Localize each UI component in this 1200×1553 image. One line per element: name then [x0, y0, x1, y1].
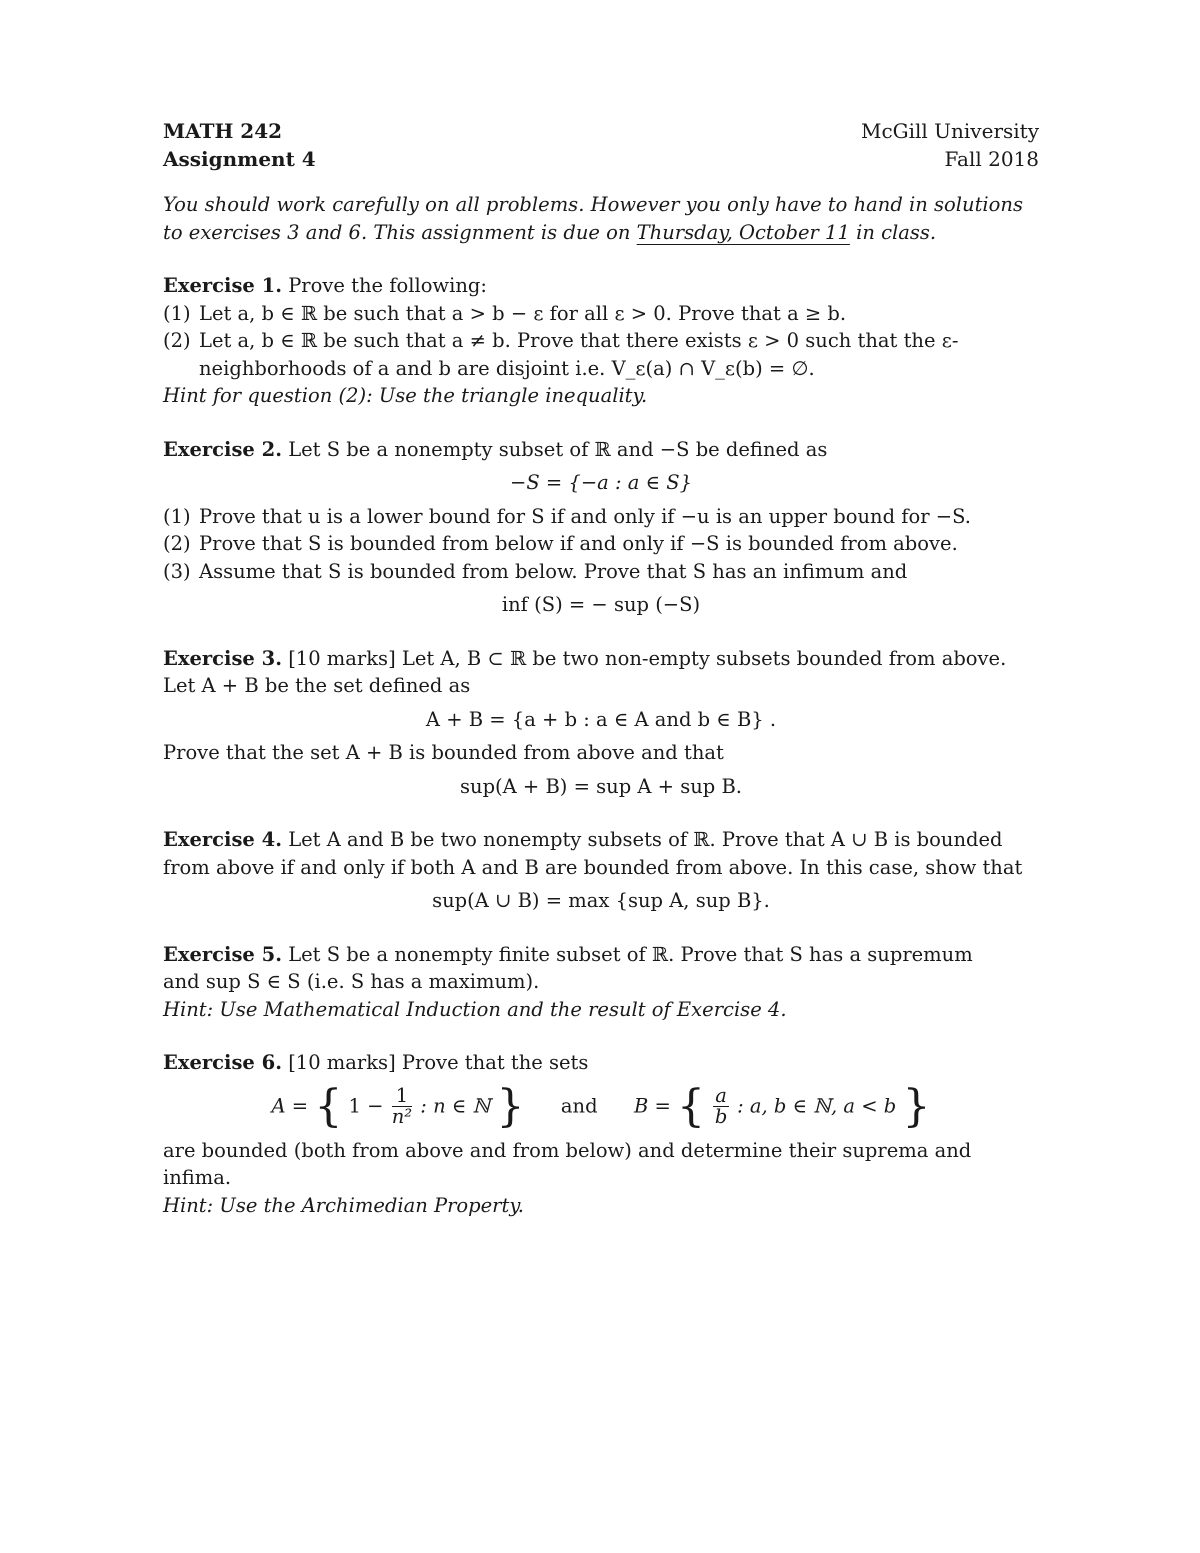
header-row-2	[163, 146, 1039, 174]
exercise-3-lead: Exercise 3. [10 marks] Let A, B ⊂ ℝ be two non-empty subsets bounded from above.	[163, 646, 1007, 670]
exercise-3-title: Exercise 3.	[163, 646, 282, 670]
exercise-3-line-3: Prove that the set A + B is bounded from above and that	[163, 741, 724, 764]
exercise-2	[163, 436, 1039, 619]
fraction-a-over-b: $\frac{a}{b}$	[714, 1084, 728, 1128]
exercise-2-item-1: (1) Prove that u is a lower bound for S if and only if −u is an upper bound for −S.	[163, 504, 971, 528]
exercise-5-title: Exercise 5.	[163, 942, 282, 966]
exercise-1-item-1: (1) Let a, b ∈ ℝ be such that a > b − ε for all ε > 0. Prove that a ≥ b.	[163, 301, 847, 325]
exercise-6-title: Exercise 6.	[163, 1051, 282, 1074]
exercise-4	[163, 826, 1039, 915]
set-a-condition: : n ∈ ℕ	[420, 1094, 491, 1117]
header-row-1	[163, 118, 1039, 146]
left-brace-b: {	[677, 1080, 706, 1132]
exercise-2-title: Exercise 2.	[163, 437, 282, 461]
exercise-2-item-3: (3) Assume that S is bounded from below. Prove that S has an infimum and	[163, 559, 908, 583]
intro-paragraph	[163, 191, 1039, 246]
exercise-2-display: −S = {−a : a ∈ S}	[510, 471, 692, 494]
exercise-6-display	[163, 1080, 1039, 1132]
university-name: McGill University	[860, 119, 1039, 143]
due-date: Thursday, October 11	[636, 220, 850, 244]
exercise-2-lead: Exercise 2. Let S be a nonempty subset of ℝ and −S be defined as	[163, 437, 828, 461]
intro-line-2: to exercises 3 and 6. This assignment is due on Thursday, October 11 in class.	[163, 220, 937, 244]
exercise-5	[163, 941, 1039, 1024]
set-b-condition: : a, b ∈ ℕ, a < b	[737, 1094, 897, 1117]
exercise-1-lead: Exercise 1. Prove the following:	[163, 274, 487, 297]
and-word: and	[560, 1094, 598, 1117]
one-minus: 1 −	[348, 1094, 384, 1117]
exercise-3-display: A + B = {a + b : a ∈ A and b ∈ B} .	[425, 707, 777, 731]
exercise-1-hint: Hint for question (2): Use the triangle inequality.	[163, 384, 648, 407]
exercise-4-line-2: from above if and only if both A and B are bounded from above. In this case, show that	[163, 855, 1023, 879]
course-code: MATH 242	[163, 119, 283, 143]
exercise-4-lead: Exercise 4. Let A and B be two nonempty subsets of ℝ. Prove that A ∪ B is bounded	[163, 828, 1003, 851]
exercise-2-item-2: (2) Prove that S is bounded from below if and only if −S is bounded from above.	[163, 532, 958, 555]
exercise-6-line-2: are bounded (both from above and from below) and determine their suprema and infima.	[163, 1138, 972, 1189]
exercise-1-title: Exercise 1.	[163, 274, 282, 297]
set-b-label: B =	[633, 1094, 671, 1117]
exercise-3	[163, 645, 1039, 801]
term: Fall 2018	[944, 146, 1039, 171]
set-a-label: A =	[271, 1094, 309, 1117]
right-brace-a: }	[496, 1080, 525, 1132]
exercise-5-hint: Hint: Use Mathematical Induction and the result of Exercise 4.	[163, 997, 787, 1021]
exercise-2-display-2: inf (S) = − sup (−S)	[501, 593, 701, 616]
assignment-title: Assignment 4	[163, 146, 316, 171]
exercise-6	[163, 1049, 1039, 1219]
exercise-3-display-2: sup(A + B) = sup A + sup B.	[460, 774, 742, 798]
exercise-1-item-2: (2) Let a, b ∈ ℝ be such that a ≠ b. Prove that there exists ε > 0 such that the ε-neighborhoods of a and b are disjoint i.e. V_ε(a) ∩ V_ε(b) = ∅.	[163, 329, 959, 380]
exercise-6-hint: Hint: Use the Archimedian Property.	[163, 1193, 524, 1217]
exercise-1	[163, 272, 1039, 410]
exercise-5-lead: Exercise 5. Let S be a nonempty finite subset of ℝ. Prove that S has a supremum	[163, 942, 973, 966]
exercise-5-line-2: and sup S ∈ S (i.e. S has a maximum).	[163, 970, 540, 993]
fraction-one-over-n-squared: $\frac{1}{\text{n²}}$	[391, 1084, 413, 1128]
exercise-3-line-2: Let A + B be the set defined as	[163, 674, 471, 697]
assignment-page	[163, 118, 1039, 1219]
intro-line-1: You should work carefully on all problems. However you only have to hand in solutions	[163, 193, 1023, 216]
exercise-4-title: Exercise 4.	[163, 828, 282, 851]
right-brace-b: }	[902, 1080, 931, 1132]
exercise-4-display: sup(A ∪ B) = max {sup A, sup B}.	[432, 889, 770, 912]
exercise-6-lead: Exercise 6. [10 marks] Prove that the sets	[163, 1051, 589, 1074]
left-brace-a: {	[314, 1080, 343, 1132]
